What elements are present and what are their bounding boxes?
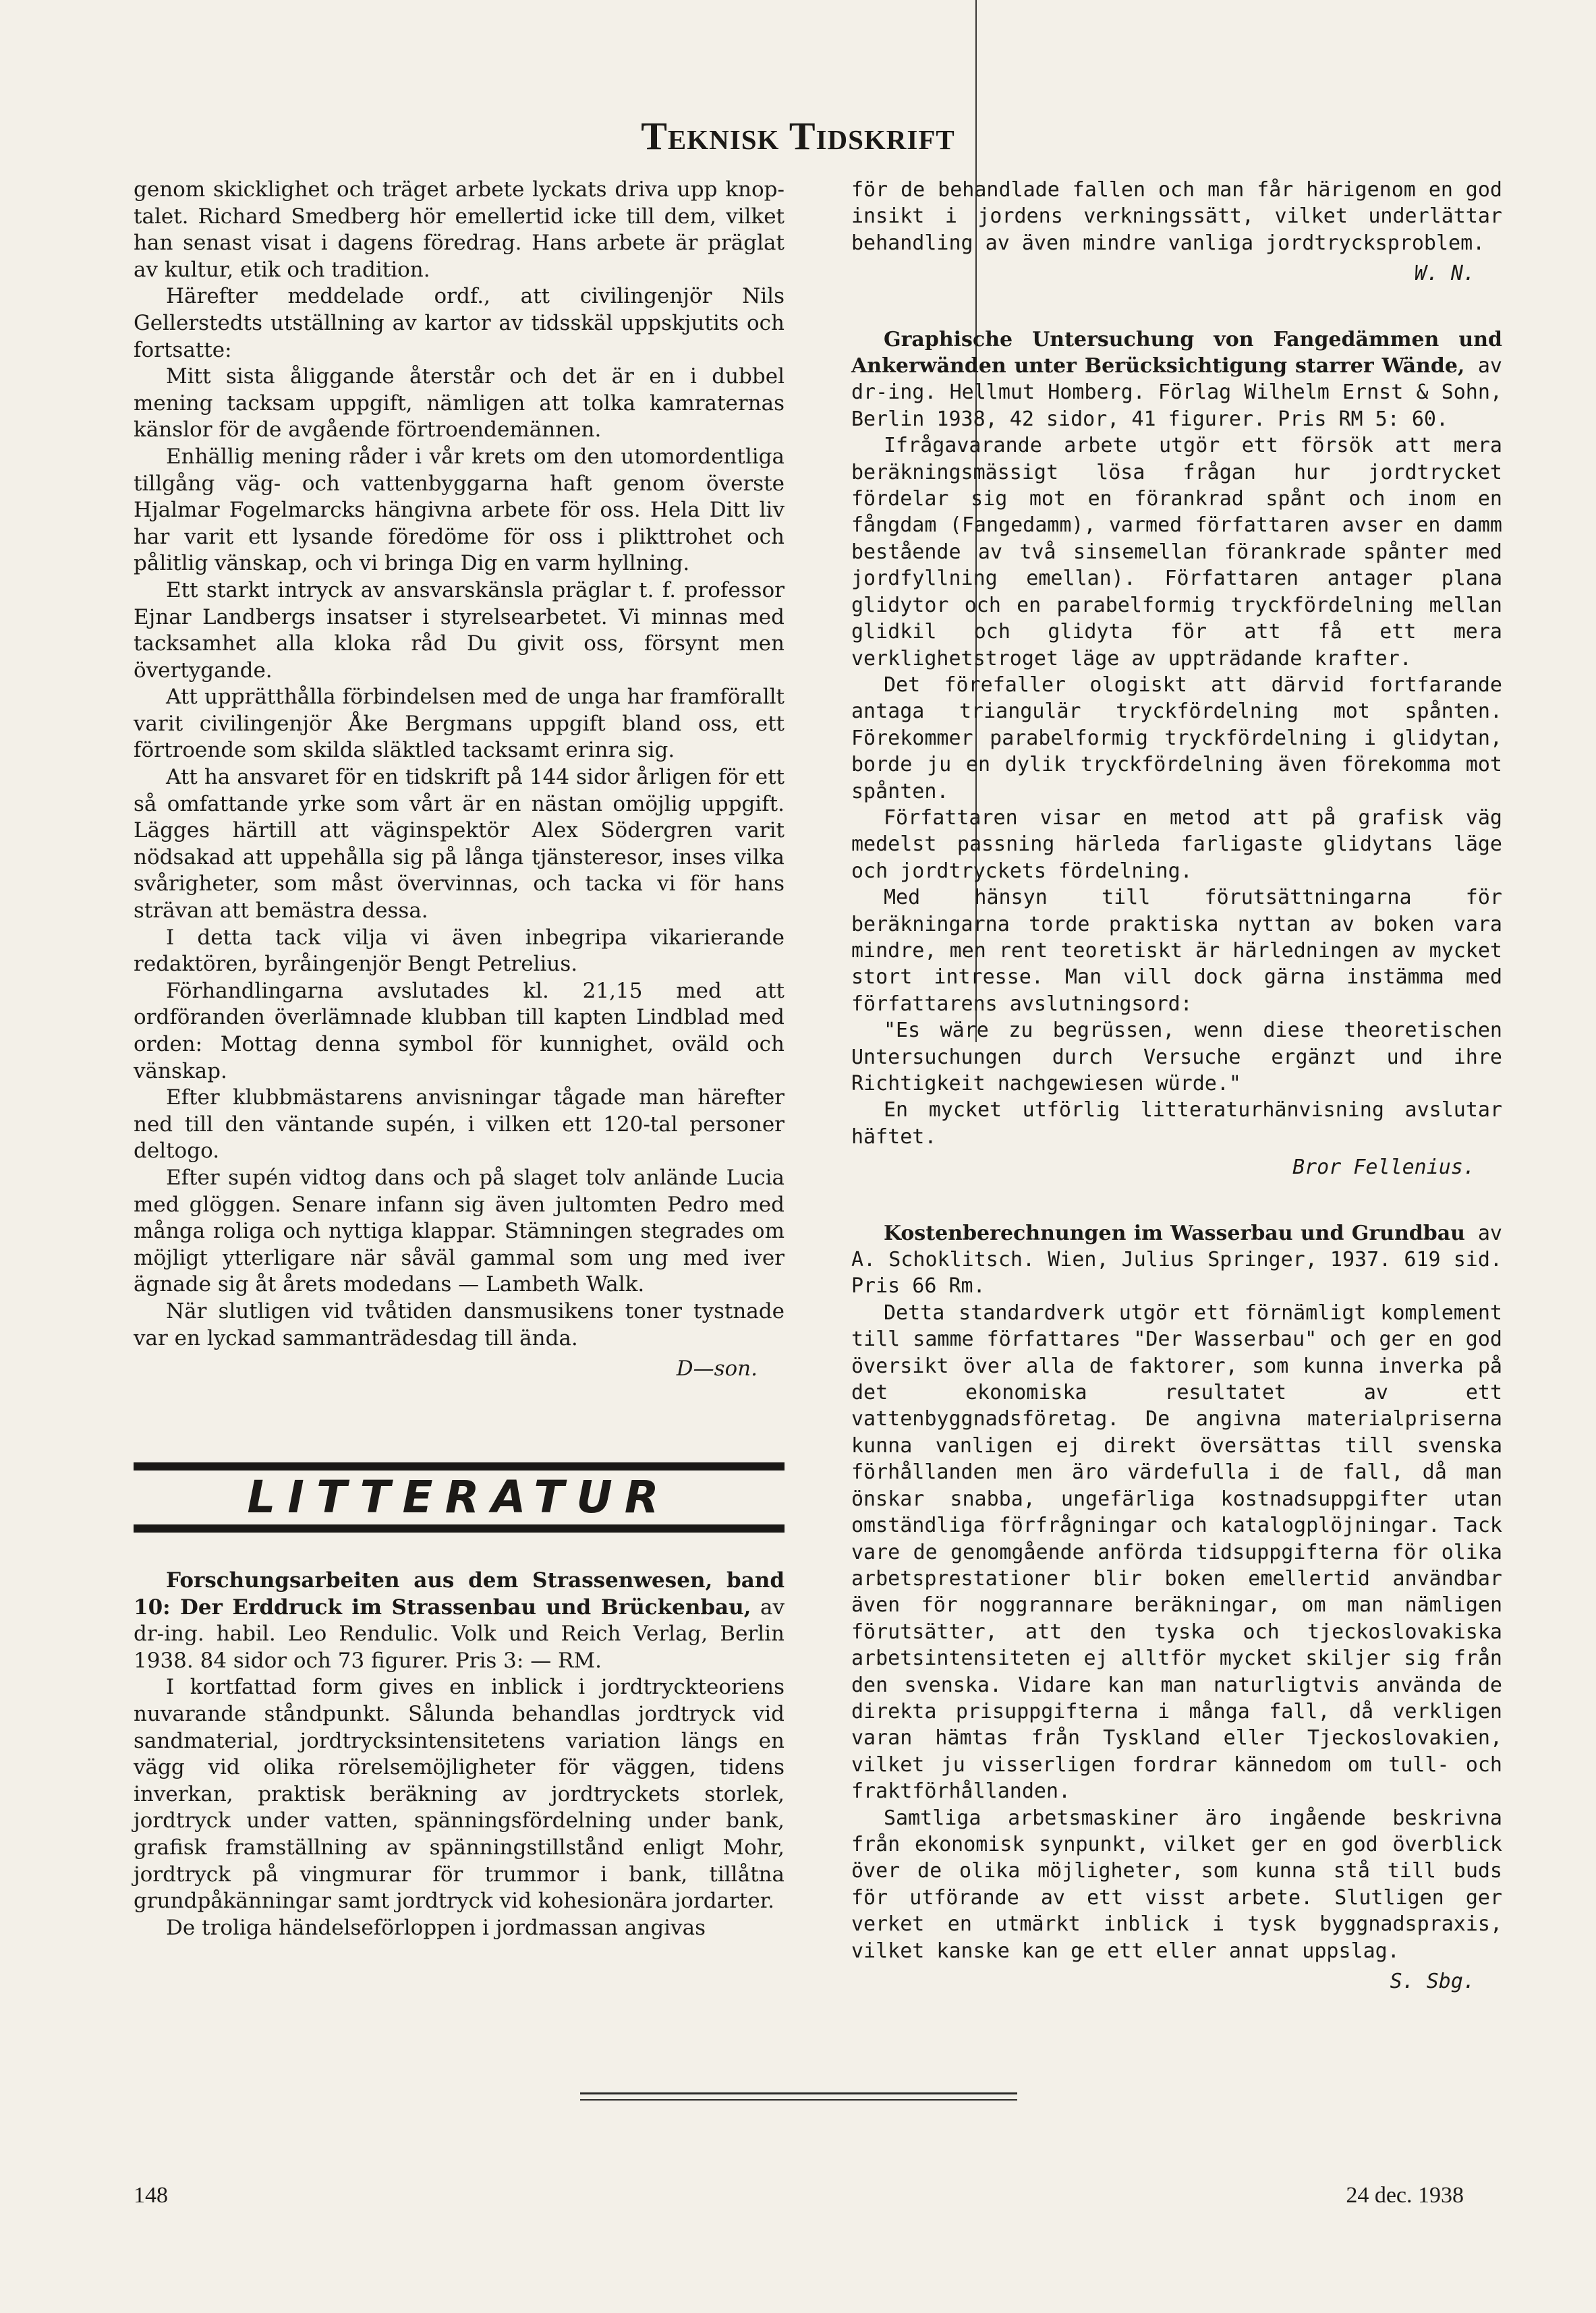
paragraph: Efter klubbmästarens anvisningar tågade man härefter ned till den väntande supén, i vilken ett 120-tal personer deltogo. [134, 1085, 785, 1164]
left-column [134, 177, 785, 1383]
paragraph: Med hänsyn till förutsättningarna för beräkningarna torde praktiska nyttan av boken vara mindre, men rent teoretiskt är härledningen av mycket stort intresse. Man vill dock gärna instämma med författarens avslutningsord: [851, 886, 1502, 1016]
signature: W. N. [1414, 262, 1475, 286]
review-title: Graphische Untersuchung von Fangedämmen und Ankerwänden unter Berücksichtigung starrer Wände, [851, 327, 1502, 378]
paragraph: Ett starkt intryck av ansvarskänsla präglar t. f. professor Ejnar Landbergs insatser i styrelsearbetet. Vi minnas med tacksamhet alla kloka råd Du givit oss, försynt men övertygande. [134, 577, 785, 683]
journal-title: Teknisk Tidskrift [641, 114, 955, 158]
paragraph: Författaren visar en metod att på grafisk väg medelst passning härleda farligaste glidytans läge och jordtryckets fördelning. [851, 805, 1502, 883]
review-info: av dr-ing. habil. Leo Rendulic. Volk und Reich Verlag, Berlin 1938. 84 sidor och 73 figurer. Pris 3: — RM. [134, 1595, 785, 1673]
review-info: av A. Schoklitsch. Wien, Julius Springer, 1937. 619 sid. Pris 66 Rm. [851, 1221, 1502, 1298]
paragraph: Mitt sista åliggande återstår och det är en i dubbel mening tacksam uppgift, nämligen att tolka kamraternas känslor för de avgående förtroendemännen. [134, 364, 785, 442]
signature: S. Sbg. [1390, 1970, 1475, 1993]
page-number: 148 [134, 2183, 168, 2208]
paragraph: Det förefaller ologiskt att därvid fortfarande antaga triangulär tryckfördelning mot spånten. Förekommer parabelformig tryckfördelning i glidytan, borde ju en dylik tryckfördelning även förekomma mot spånten. [851, 673, 1502, 803]
paragraph: När slutligen vid tvåtiden dansmusikens toner tystnade var en lyckad sammanträdesdag till ända. [134, 1298, 785, 1350]
section-rule-top [134, 1462, 785, 1470]
paragraph: I kortfattad form gives en inblick i jordtryckteoriens nuvarande ståndpunkt. Sålunda behandlas jordtryck vid sandmaterial, jordtrycksintensitetens variation längs en vägg vid olika rörelsemöjligheter för väggen, tidens inverkan, praktisk beräkning av jordtryckets storlek, jordtryck under vatten, spänningsfördelning under bank, grafisk framställning av spänningstillstånd enligt Mohr, jordtryck på vingmurar för trummor i bank, tillåtna grundpåkänningar samt jordtryck vid kohesionära jordarter. [134, 1675, 785, 1914]
review-info: av dr-ing. Hellmut Homberg. Förlag Wilhelm Ernst & Sohn, Berlin 1938, 42 sidor, 41 figurer. Pris RM 5: 60. [851, 354, 1502, 431]
paragraph: "Es wäre zu begrüssen, wenn diese theoretischen Untersuchungen durch Versuche ergänzt und ihre Richtigkeit nachgewiesen würde." [851, 1019, 1502, 1095]
review-title: Kostenberechnungen im Wasserbau und Grundbau [884, 1221, 1465, 1245]
paragraph: De troliga händelseförloppen i jordmassan angivas [166, 1915, 706, 1940]
section-title: LITTERATUR [247, 1471, 671, 1523]
paragraph: Ifrågavarande arbete utgör ett försök att mera beräkningsmässigt lösa frågan hur jordtrycket fördelar sig mot en förankrad spånt och inom en fångdam (Fangedamm), varmed författaren avser en damm bestående av två sinsemellan förankrade spånter med jordfyllning emellan). Författaren antager plana glidytor och en parabelformig tryckfördelning mellan glidkil och glidyta för att få ett mera verklighetstroget läge av uppträdande krafter. [851, 434, 1502, 670]
right-column [851, 177, 1502, 1995]
section-rule-bottom [134, 1524, 785, 1533]
issue-date: 24 dec. 1938 [1346, 2183, 1464, 2208]
paragraph: Samtliga arbetsmaskiner äro ingående beskrivna från ekonomisk synpunkt, vilket ger en god överblick över de olika möjligheter, som kunna stå till buds för utförande av ett visst arbete. Slutligen ger verket en utmärkt inblick i tysk byggnadspraxis, vilket kanske kan ge ett eller annat uppslag. [851, 1806, 1502, 1963]
paragraph: Enhällig mening råder i vår krets om den utomordentliga tillgång väg- och vattenbyggarna haft genom överste Hjalmar Fogelmarcks hängivna arbete för oss. Hela Ditt liv har varit ett lysande föredöme för oss i plikttrohet och pålitlig vänskap, och vi bringa Dig en varm hyllning. [134, 444, 785, 576]
paragraph: Att ha ansvaret för en tidskrift på 144 sidor årligen för ett så omfattande yrke som vårt är en nästan omöjlig uppgift. Lägges härtill att väginspektör Alex Södergren varit nödsakad att uppehålla sig på långa tjänsteresor, inses vilka svårigheter, som måst övervinnas, och tacka vi för hans strävan att bemästra dessa. [134, 765, 785, 923]
signature: D—son. [676, 1357, 758, 1381]
footer-rule [580, 2092, 1017, 2094]
review-title: Forschungsarbeiten aus dem Strassenwesen, band 10: Der Erddruck im Strassenbau und Brückenbau, [134, 1568, 785, 1620]
paragraph: Härefter meddelade ordf., att civilingenjör Nils Gellerstedts utställning av kartor av tidsskäl uppskjutits och fortsatte: [134, 284, 785, 362]
paragraph: Att upprätthålla förbindelsen med de unga har framförallt varit civilingenjör Åke Bergmans uppgift bland oss, ett förtroende som skilda släktled tacksamt erinra sig. [134, 685, 785, 763]
paragraph: för de behandlade fallen och man får härigenom en god insikt i jordens verkningssätt, vilket underlättar behandling av även mindre vanliga jordtrycksproblem. [851, 178, 1502, 255]
signature: Bror Fellenius. [1292, 1155, 1475, 1180]
paragraph: genom skicklighet och träget arbete lyckats driva upp knop-talet. Richard Smedberg hör emellertid icke till dem, vilket han senast visat i dagens föredrag. Hans arbete är präglat av kultur, etik och tradition. [134, 177, 785, 282]
paragraph: Efter supén vidtog dans och på slaget tolv anlände Lucia med glöggen. Senare infann sig även jultomten Pedro med många roliga och nyttiga klappar. Stämningen stegrades om möjligt ytterligare när såväl gammal som ung med iver ägnade sig åt årets modedans — Lambeth Walk. [134, 1165, 785, 1297]
paragraph: Detta standardverk utgör ett förnämligt komplement till samme författares "Der Wasserbau" och ger en god översikt över alla de faktorer, som kunna inverka på det ekonomiska resultatet av ett vattenbyggnadsföretag. De angivna materialpriserna kunna vanligen ej direkt översättas till svenska förhållanden men äro värdefulla i de fall, då man önskar snabba, ungefärliga kostnadsuppgifter utan omständliga förfrågningar och katalogplöjningar. Tack vare de genomgående anförda tidsuppgifterna för olika arbetsprestationer blir boken emellertid användbar även för noggrannare beräkningar, om man nämligen förutsätter, att den tyska och tjeckoslovakiska arbetsintensiteten ej alltför mycket skiljer sig från den svenska. Vidare kan man naturligtvis använda de direkta prisuppgifterna i många fall, då verkligen varan hämtas från Tyskland eller Tjeckoslovakien, vilket ju visserligen fordrar kännedom om tull- och fraktförhållanden. [851, 1301, 1502, 1804]
paragraph: Förhandlingarna avslutades kl. 21,15 med att ordföranden överlämnade klubban till kapten Lindblad med orden: Mottag denna symbol för kunnighet, oväld och vänskap. [134, 978, 785, 1083]
footer-rule [580, 2099, 1017, 2101]
paragraph: En mycket utförlig litteraturhänvisning avslutar häftet. [851, 1098, 1502, 1149]
paragraph: I detta tack vilja vi även inbegripa vikarierande redaktören, byråingenjör Bengt Petrelius. [134, 925, 785, 977]
review-1 [134, 1568, 785, 1941]
